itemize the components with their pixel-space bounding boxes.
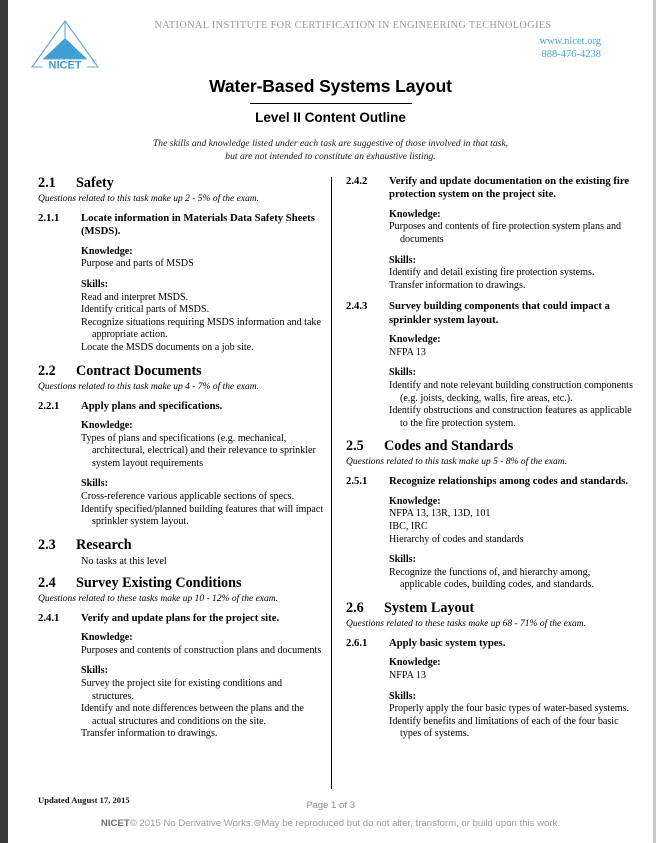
task-group-heading — [38, 175, 326, 192]
task-group-title: Research — [76, 536, 132, 553]
window-left-edge-band — [0, 0, 8, 843]
task-title: Verify and update plans for the project site. — [81, 611, 280, 624]
skill-item: Identify obstructions and construction features as applicable to the fire protection system. — [389, 405, 632, 429]
knowledge-label: Knowledge: — [389, 657, 441, 669]
registered-mark: ® — [92, 60, 97, 66]
skill-item: Transfer information to drawings. — [389, 279, 526, 291]
skills-list — [81, 678, 326, 741]
skill-item: Identify critical parts of MSDS. — [81, 304, 210, 316]
knowledge-list — [81, 433, 326, 471]
knowledge-list — [389, 670, 634, 683]
knowledge-item: NFPA 13, 13R, 13D, 101 — [389, 508, 491, 520]
organization-name: NATIONAL INSTITUTE FOR CERTIFICATION IN ENGINEERING TECHNOLOGIES — [154, 20, 552, 31]
knowledge-list — [81, 258, 326, 271]
knowledge-item: NFPA 13 — [389, 669, 426, 681]
copyright-notice — [8, 818, 653, 829]
task-number: 2.1.1 — [38, 212, 60, 224]
nicet-logo — [30, 18, 104, 74]
phone-number: 888-476-4238 — [541, 48, 601, 60]
page-header — [8, 0, 653, 72]
skill-item: Identify benefits and limitations of each of the four basic types of systems. — [389, 715, 619, 740]
skills-list — [81, 491, 326, 529]
task-group-note: No tasks at this level — [81, 555, 167, 567]
copyright-text-second: May be reproduced but do not alter, transform, or build upon this work. — [261, 818, 561, 829]
updated-date: Updated August 17, 2015 — [38, 795, 130, 805]
skills-list — [389, 567, 634, 592]
knowledge-item: Purposes and contents of fire protection system plans and documents — [389, 221, 622, 245]
skills-label: Skills: — [389, 554, 416, 566]
task-group-exam-weight: Questions related to this task make up 2 - 5% of the exam. — [38, 194, 260, 204]
right-column — [346, 175, 634, 749]
task-heading — [38, 612, 326, 625]
skill-item: Read and interpret MSDS. — [81, 291, 189, 303]
task-heading — [346, 300, 634, 327]
page-number: Page 1 of 3 — [305, 800, 356, 811]
task-group-title: Survey Existing Conditions — [76, 574, 242, 591]
column-divider — [331, 177, 332, 789]
task-item — [346, 637, 634, 741]
task-item — [346, 175, 634, 292]
task-group-title: System Layout — [384, 599, 475, 616]
skill-item: Transfer information to drawings. — [81, 728, 218, 740]
task-group — [38, 537, 326, 568]
knowledge-label: Knowledge: — [81, 245, 133, 257]
knowledge-skills-block — [81, 246, 326, 355]
task-group-title: Contract Documents — [76, 362, 202, 379]
knowledge-list — [389, 221, 634, 246]
knowledge-list — [81, 645, 326, 658]
task-heading — [346, 637, 634, 650]
task-group-number: 2.1 — [38, 175, 56, 191]
skills-label: Skills: — [81, 665, 108, 677]
knowledge-list — [389, 508, 634, 546]
task-number: 2.4.1 — [38, 611, 60, 624]
task-item — [38, 612, 326, 741]
skills-list — [389, 267, 634, 292]
task-heading — [346, 175, 634, 202]
knowledge-skills-block — [81, 632, 326, 741]
task-number: 2.4.2 — [346, 175, 368, 187]
task-title: Recognize relationships among codes and standards. — [389, 475, 629, 488]
knowledge-skills-block — [389, 209, 634, 293]
skill-item: Recognize the functions of, and hierarchy among, applicable codes, building codes, and standards. — [389, 566, 594, 591]
task-heading — [346, 475, 634, 488]
knowledge-label: Knowledge: — [389, 208, 441, 220]
logo-wordmark: NICET — [48, 59, 82, 72]
knowledge-list — [389, 347, 634, 360]
page-footer — [8, 790, 653, 843]
task-group — [346, 175, 634, 430]
outline-disclaimer — [8, 138, 653, 163]
task-group-title: Safety — [76, 175, 114, 191]
task-heading — [38, 212, 326, 239]
task-group-heading — [38, 363, 326, 380]
knowledge-label: Knowledge: — [81, 632, 133, 644]
task-title: Locate information in Materials Data Safety Sheets (MSDS). — [81, 212, 315, 238]
task-title: Apply plans and specifications. — [81, 399, 223, 412]
skills-list — [81, 292, 326, 355]
skill-item: Identify specified/planned building features that will impact sprinkler system layout. — [81, 503, 324, 528]
knowledge-item: Purposes and contents of construction plans and documents — [81, 644, 322, 656]
task-group — [38, 363, 326, 529]
skill-item: Properly apply the four basic types of water-based systems. — [389, 703, 630, 715]
task-item — [38, 400, 326, 529]
skills-label: Skills: — [389, 690, 416, 702]
page-subtitle: Level II Content Outline — [255, 110, 406, 125]
knowledge-label: Knowledge: — [389, 334, 441, 346]
skills-label: Skills: — [81, 478, 108, 490]
task-group-number: 2.6 — [346, 599, 364, 616]
task-item — [38, 212, 326, 355]
left-column — [38, 175, 326, 749]
skills-label: Skills: — [389, 367, 416, 379]
task-group-number: 2.2 — [38, 362, 56, 379]
task-title: Verify and update documentation on the existing fire protection system on the project site. — [389, 175, 630, 201]
knowledge-item: IBC, IRC — [389, 520, 428, 532]
disclaimer-line-2: but are not intended to constitute an exhaustive listing. — [225, 150, 436, 162]
skill-item: Recognize situations requiring MSDS information and take appropriate action. — [81, 316, 321, 341]
task-number: 2.4.3 — [346, 300, 368, 313]
skill-item: Identify and note relevant building construction components (e.g. joists, decking, walls, fire areas, etc.). — [389, 379, 633, 404]
task-title: Apply basic system types. — [389, 636, 506, 649]
task-item — [346, 475, 634, 592]
knowledge-item: Purpose and parts of MSDS — [81, 258, 194, 270]
skill-item: Identify and detail existing fire protection systems. — [389, 267, 595, 279]
task-group — [38, 175, 326, 355]
task-group — [38, 575, 326, 741]
skill-item: Cross-reference various applicable sections of specs. — [81, 490, 295, 502]
copyright-brand: NICET — [100, 818, 130, 829]
task-number: 2.6.1 — [346, 636, 368, 649]
task-item — [346, 300, 634, 430]
disclaimer-line-1: The skills and knowledge listed under each task are suggestive of those involved in that task, — [152, 138, 509, 149]
knowledge-item: NFPA 13 — [389, 346, 426, 358]
knowledge-item: Hierarchy of codes and standards — [389, 533, 524, 545]
task-group-exam-weight: Questions related to this task make up 5 - 8% of the exam. — [346, 457, 568, 468]
task-group-heading — [38, 537, 326, 554]
skill-item: Survey the project site for existing conditions and structures. — [81, 677, 282, 702]
task-group-exam-weight: Questions related to these tasks make up 68 - 71% of the exam. — [346, 618, 587, 629]
task-group — [346, 438, 634, 592]
knowledge-item: Types of plans and specifications (e.g. mechanical, architectural, electrical) and their relevance to sprinkler system layout requirements — [81, 432, 316, 469]
task-title: Survey building components that could impact a sprinkler system layout. — [389, 300, 610, 326]
task-group-title: Codes and Standards — [384, 438, 514, 455]
outline-columns — [8, 175, 653, 790]
task-group-heading — [38, 575, 326, 592]
task-group-heading — [346, 438, 634, 455]
skills-list — [389, 380, 634, 430]
task-number: 2.5.1 — [346, 475, 368, 488]
knowledge-label: Knowledge: — [389, 495, 441, 507]
task-group-number: 2.3 — [38, 536, 56, 553]
task-group-heading — [346, 600, 634, 617]
skill-item: Identify and note differences between the plans and the actual structures and conditions on the site. — [81, 703, 304, 727]
header-contact-block — [539, 36, 601, 61]
skills-label: Skills: — [81, 279, 108, 290]
copyright-text-first: © 2015 No Derivative Works. — [129, 818, 254, 829]
page-title: Water-Based Systems Layout — [209, 76, 452, 96]
task-heading — [38, 400, 326, 413]
knowledge-label: Knowledge: — [81, 419, 133, 431]
task-group-number: 2.5 — [346, 438, 364, 455]
no-derivatives-icon: ⊜ — [253, 818, 262, 829]
task-number: 2.2.1 — [38, 399, 60, 412]
skill-item: Locate the MSDS documents on a job site. — [81, 341, 254, 353]
task-group-exam-weight: Questions related to this task make up 4 - 7% of the exam. — [38, 381, 260, 392]
knowledge-skills-block — [389, 334, 634, 430]
knowledge-skills-block — [389, 657, 634, 741]
skills-list — [389, 703, 634, 741]
title-divider-rule — [250, 103, 412, 104]
task-group — [346, 600, 634, 741]
knowledge-skills-block — [389, 496, 634, 592]
website-link[interactable]: www.nicet.org — [539, 36, 601, 47]
knowledge-skills-block — [81, 420, 326, 529]
skills-label: Skills: — [389, 254, 416, 266]
document-page — [8, 0, 653, 843]
task-group-number: 2.4 — [38, 574, 56, 591]
task-group-exam-weight: Questions related to these tasks make up 10 - 12% of the exam. — [38, 593, 279, 604]
